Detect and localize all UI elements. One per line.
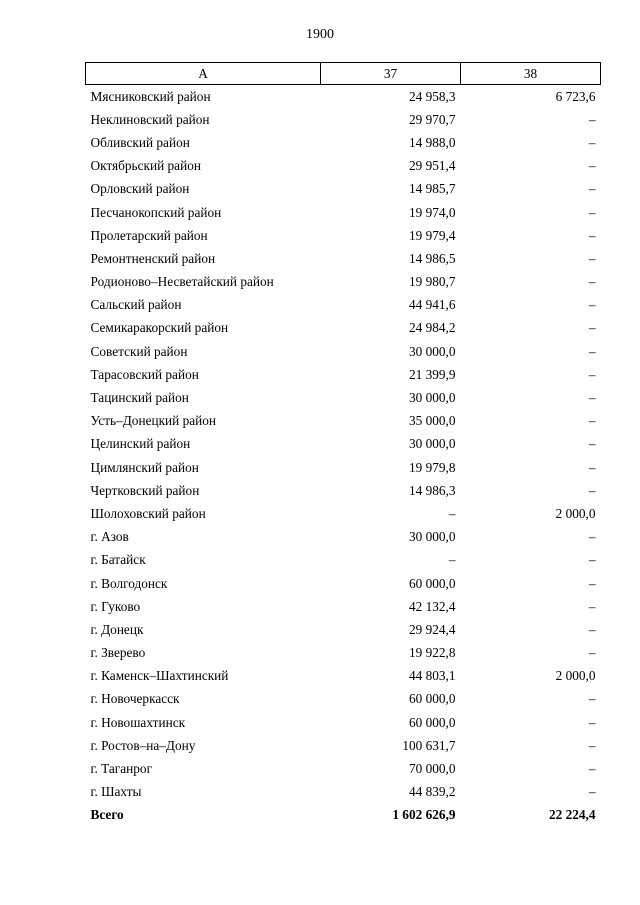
table-row	[86, 85, 601, 109]
value-col-38: –	[588, 784, 596, 800]
header-row	[86, 63, 601, 85]
value-col-38: –	[588, 413, 596, 429]
budget-table	[85, 62, 601, 827]
value-col-38: –	[588, 737, 596, 753]
row-label: г. Азов	[90, 529, 129, 545]
table-row	[86, 386, 601, 409]
value-col-38: 6 723,6	[555, 88, 596, 104]
row-label: Шолоховский район	[90, 505, 206, 521]
row-label: Советский район	[90, 343, 188, 359]
table-row	[86, 178, 601, 201]
row-label: Чертковский район	[90, 482, 200, 498]
table-row	[86, 456, 601, 479]
value-col-37: 30 000,0	[408, 390, 456, 406]
table-row	[86, 247, 601, 270]
value-col-37: 44 941,6	[408, 297, 456, 313]
value-col-37: 21 399,9	[408, 366, 456, 382]
row-label: Целинский район	[90, 436, 191, 452]
table-body	[86, 85, 601, 828]
value-col-37: 19 979,4	[408, 227, 456, 243]
row-label: г. Гуково	[90, 598, 141, 614]
value-col-37: 42 132,4	[408, 598, 456, 614]
table-row	[86, 711, 601, 734]
table-row	[86, 549, 601, 572]
value-col-37: 14 985,7	[408, 181, 456, 197]
value-col-38: 2 000,0	[555, 505, 596, 521]
value-col-37: 100 631,7	[402, 737, 456, 753]
table-row	[86, 595, 601, 618]
value-col-37: 30 000,0	[408, 436, 456, 452]
value-col-37: 24 984,2	[408, 320, 456, 336]
table-row	[86, 688, 601, 711]
table-row	[86, 665, 601, 688]
row-label: Сальский район	[90, 297, 182, 313]
value-col-38: –	[588, 482, 596, 498]
value-col-38: –	[588, 297, 596, 313]
table-row	[86, 642, 601, 665]
value-col-37: 24 958,3	[408, 88, 456, 104]
row-label: г. Донецк	[90, 621, 144, 637]
value-col-37: 14 988,0	[408, 134, 456, 150]
row-label: Усть–Донецкий район	[90, 413, 217, 429]
value-col-38: –	[588, 598, 596, 614]
table-row	[86, 572, 601, 595]
row-label: г. Батайск	[90, 552, 146, 568]
table-row	[86, 108, 601, 131]
value-col-37: 30 000,0	[408, 343, 456, 359]
value-col-38: –	[588, 343, 596, 359]
value-col-38: –	[588, 575, 596, 591]
value-col-37: 1 602 626,9	[392, 807, 456, 823]
row-label: Обливский район	[90, 134, 190, 150]
table-row	[86, 340, 601, 363]
row-label: Родионово–Несветайский район	[90, 274, 274, 290]
value-col-38: –	[588, 552, 596, 568]
row-label: Тацинский район	[90, 390, 189, 406]
value-col-37: 14 986,3	[408, 482, 456, 498]
row-label: Цимлянский район	[90, 459, 199, 475]
value-col-38: –	[588, 227, 596, 243]
table-row	[86, 757, 601, 780]
value-col-38: –	[588, 390, 596, 406]
table-row	[86, 734, 601, 757]
header-col-38: 38	[461, 63, 601, 85]
row-label: Песчанокопский район	[90, 204, 222, 220]
table-row	[86, 781, 601, 804]
value-col-37: 29 951,4	[408, 158, 456, 174]
value-col-37: 44 803,1	[408, 668, 456, 684]
value-col-38: –	[588, 691, 596, 707]
table-row	[86, 131, 601, 154]
table-row	[86, 410, 601, 433]
value-col-38: 22 224,4	[548, 807, 596, 823]
value-col-38: –	[588, 529, 596, 545]
value-col-38: 2 000,0	[555, 668, 596, 684]
row-label: Орловский район	[90, 181, 190, 197]
table-row	[86, 201, 601, 224]
value-col-38: –	[588, 111, 596, 127]
value-col-37: 60 000,0	[408, 575, 456, 591]
row-label: г. Каменск–Шахтинский	[90, 668, 229, 684]
table-row	[86, 618, 601, 641]
value-col-37: –	[448, 505, 456, 521]
row-label: Октябрьский район	[90, 158, 201, 174]
value-col-37: 70 000,0	[408, 761, 456, 777]
value-col-37: 19 974,0	[408, 204, 456, 220]
value-col-38: –	[588, 204, 596, 220]
row-label: г. Таганрог	[90, 761, 153, 777]
value-col-38: –	[588, 436, 596, 452]
row-label: Мясниковский район	[90, 88, 211, 104]
value-col-37: –	[448, 552, 456, 568]
total-row	[86, 804, 601, 827]
row-label: Семикаракорский район	[90, 320, 229, 336]
row-label: Неклиновский район	[90, 111, 210, 127]
table-row	[86, 294, 601, 317]
value-col-38: –	[588, 158, 596, 174]
value-col-37: 60 000,0	[408, 714, 456, 730]
value-col-37: 30 000,0	[408, 529, 456, 545]
value-col-38: –	[588, 621, 596, 637]
table-row	[86, 526, 601, 549]
row-label: Ремонтненский район	[90, 250, 216, 266]
value-col-38: –	[588, 714, 596, 730]
value-col-38: –	[588, 645, 596, 661]
table-row	[86, 271, 601, 294]
value-col-38: –	[588, 181, 596, 197]
row-label: Всего	[90, 807, 124, 823]
page-number: 1900	[306, 27, 334, 42]
value-col-37: 29 970,7	[408, 111, 456, 127]
table-row	[86, 317, 601, 340]
header-col-a: А	[86, 63, 321, 85]
value-col-37: 35 000,0	[408, 413, 456, 429]
row-label: Пролетарский район	[90, 227, 208, 243]
value-col-38: –	[588, 134, 596, 150]
value-col-38: –	[588, 366, 596, 382]
table-header	[86, 63, 601, 85]
value-col-38: –	[588, 250, 596, 266]
value-col-38: –	[588, 274, 596, 290]
value-col-38: –	[588, 320, 596, 336]
value-col-37: 19 922,8	[408, 645, 456, 661]
row-label: г. Ростов–на–Дону	[90, 737, 196, 753]
table-row	[86, 433, 601, 456]
row-label: г. Волгодонск	[90, 575, 168, 591]
table-row	[86, 224, 601, 247]
table-row	[86, 155, 601, 178]
value-col-37: 19 979,8	[408, 459, 456, 475]
row-label: г. Новошахтинск	[90, 714, 186, 730]
row-label: г. Новочеркасск	[90, 691, 180, 707]
value-col-37: 44 839,2	[408, 784, 456, 800]
table-row	[86, 363, 601, 386]
value-col-37: 60 000,0	[408, 691, 456, 707]
header-col-37: 37	[321, 63, 461, 85]
table-row	[86, 502, 601, 525]
value-col-38: –	[588, 761, 596, 777]
table-row	[86, 479, 601, 502]
value-col-38: –	[588, 459, 596, 475]
value-col-37: 19 980,7	[408, 274, 456, 290]
value-col-37: 29 924,4	[408, 621, 456, 637]
row-label: Тарасовский район	[90, 366, 199, 382]
row-label: г. Зверево	[90, 645, 146, 661]
value-col-37: 14 986,5	[408, 250, 456, 266]
row-label: г. Шахты	[90, 784, 142, 800]
